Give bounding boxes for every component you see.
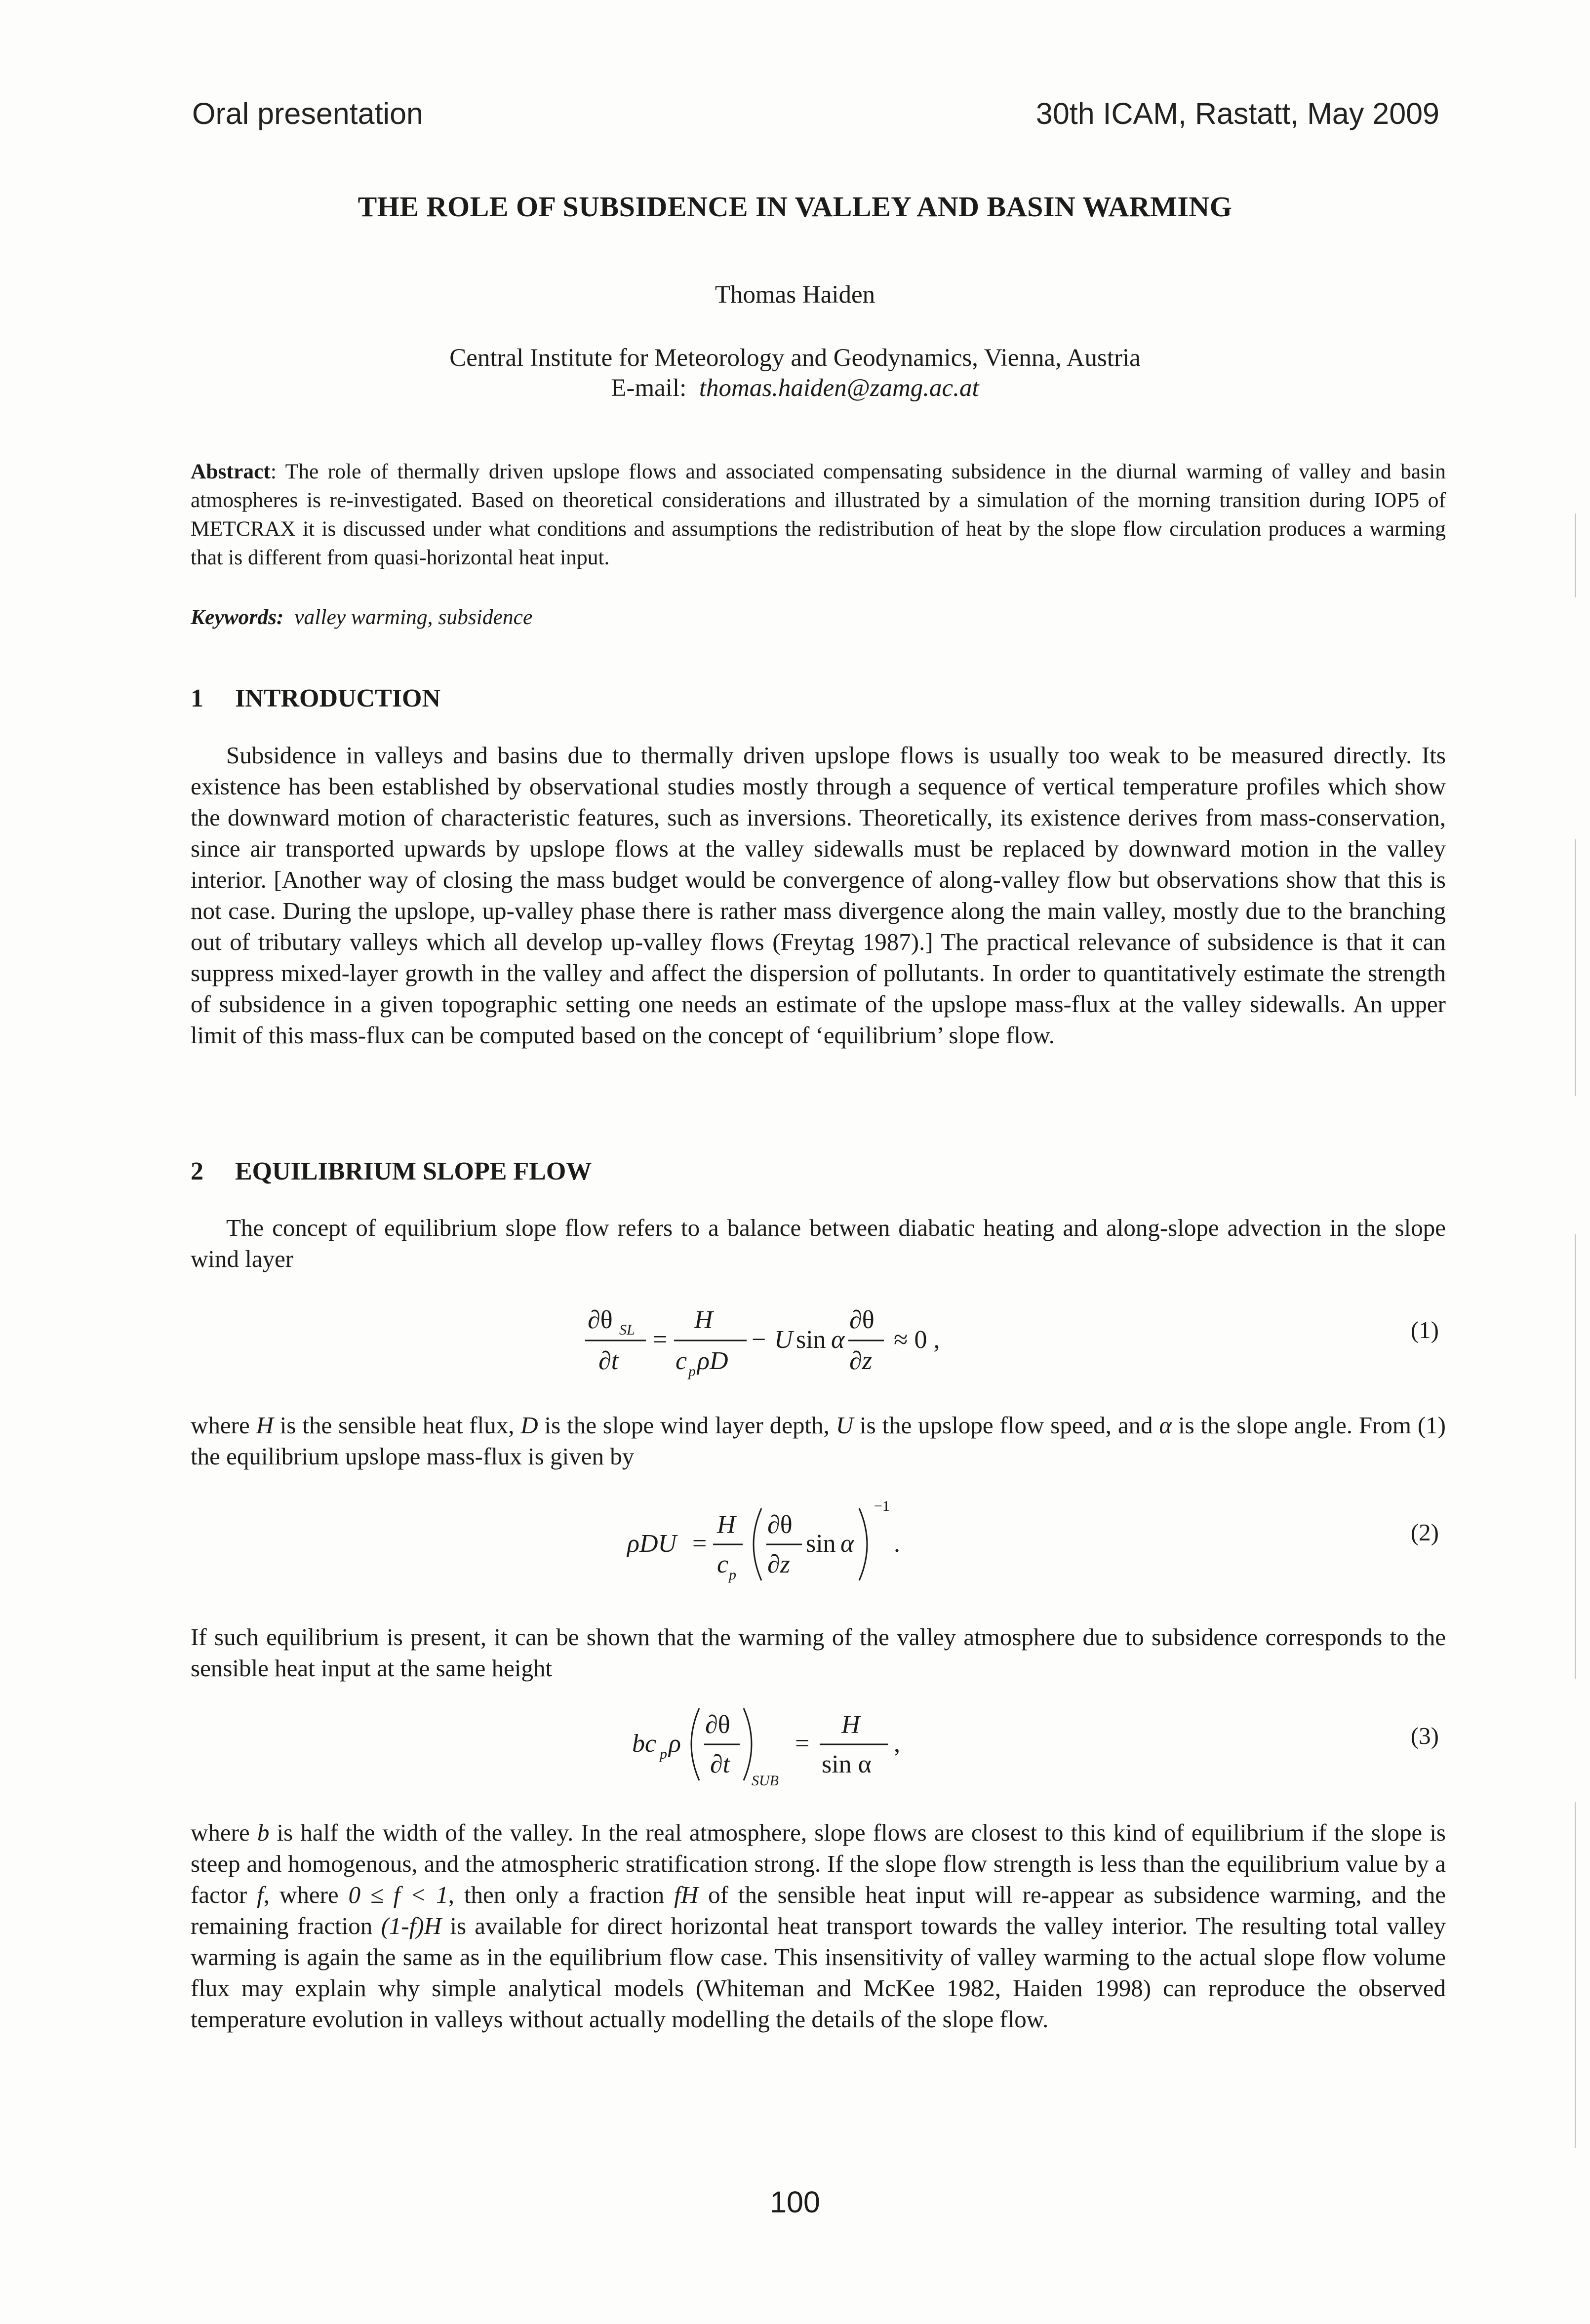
p4-var-b: b (257, 1819, 270, 1846)
p4-text-5: of the sensible heat input will re-appear as subsidence warming, and the remaining fraction (191, 1881, 1446, 1939)
scan-edge-mark (1575, 839, 1576, 1096)
header-left: Oral presentation (192, 97, 423, 130)
p2-text-3: is the slope wind layer depth, (538, 1412, 836, 1439)
p4-text-6: is available for direct horizontal heat transport towards the valley interior. The resulting total valley warming is again the same as in the equilibrium flow case. This insensitivity of valley warming to the actual slope flow volume flux may explain why simple analytical models (Whiteman and McKee 1982, Haiden 1998) can reproduce the observed temperature evolution in valleys without actually modelling the details of the slope flow. (191, 1912, 1446, 2033)
paper-title: THE ROLE OF SUBSIDENCE IN VALLEY AND BASIN WARMING (358, 191, 1232, 223)
p4-var-fh: fH (674, 1881, 699, 1908)
introduction-paragraph: Subsidence in valleys and basins due to thermally driven upslope flows is usually too weak to be measured directly. Its existence has been established by observational studies mostly through a sequence of vertical temperature profiles which show the downward motion of characteristic features, such as inversions. Theoretically, its existence derives from mass-conservation, since air transported upwards by upslope flows at the valley sidewalls must be replaced by downward motion in the valley interior. [Another way of closing the mass budget would be convergence of along-valley flow but observations show that this is not case. During the upslope, up-valley phase there is rather mass divergence along the main valley, mostly due to the branching out of tributary valleys which all develop up-valley flows (Freytag 1987).] The practical relevance of subsidence is that it can suppress mixed-layer growth in the valley and affect the dispersion of pollutants. In order to quantitatively estimate the strength of subsidence in a given topographic setting one needs an estimate of the upslope mass-flux at the valley sidewalls. An upper limit of this mass-flux can be computed based on the concept of ‘equilibrium’ slope flow. (191, 742, 1446, 1049)
equation-2 (578, 1494, 1022, 1597)
eq1-d-num: ∂θ (849, 1306, 874, 1334)
email-line (0, 374, 1590, 402)
keywords-label: Keywords: (191, 605, 284, 629)
p4-text-1: where (191, 1819, 257, 1846)
eq3-lhs-rho: ρ (669, 1730, 681, 1758)
section-1-title: INTRODUCTION (235, 684, 441, 712)
equation-3 (578, 1694, 1022, 1797)
eq2-sin: sin (806, 1530, 836, 1558)
section-2-paragraph-3: If such equilibrium is present, it can be shown that the warming of the valley atmosphere due to subsidence corresponds to the sensible heat input at the same height (191, 1623, 1446, 1682)
p2-var-u: U (835, 1412, 854, 1439)
p4-inequality: 0 ≤ f < 1 (348, 1881, 448, 1908)
p2-text-5: is the slope angle. From (1) the equilibrium upslope mass-flux is given by (191, 1412, 1446, 1470)
eq1-den-sub: p (688, 1363, 696, 1379)
eq1-sin: sin (796, 1326, 826, 1354)
p4-text-3: , where (263, 1881, 349, 1908)
p2-text-1: where (191, 1412, 256, 1439)
p2-text-2: is the sensible heat flux, (273, 1412, 521, 1439)
equation-2-number: (2) (1410, 1519, 1439, 1546)
section-2-paragraph-1: The concept of equilibrium slope flow refers to a balance between diabatic heating and along-slope advection in the slope wind layer (191, 1214, 1446, 1272)
eq3-sub: SUB (752, 1773, 779, 1789)
section-1-heading (191, 684, 440, 713)
eq2-equals: = (692, 1530, 707, 1558)
eq3-left-paren (691, 1708, 699, 1780)
eq2-left-paren (754, 1508, 761, 1580)
equation-3-number: (3) (1410, 1722, 1439, 1749)
scan-edge-mark (1575, 1802, 1576, 2148)
eq1-lhs-sub: SL (619, 1322, 635, 1338)
eq3-d-num: ∂θ (705, 1711, 730, 1739)
eq3-d-den: ∂t (710, 1750, 730, 1778)
eq1-lhs-den: ∂t (598, 1347, 619, 1375)
eq2-den-sub: p (729, 1567, 736, 1583)
scan-edge-mark (1575, 1234, 1576, 1679)
eq2-alpha: α (840, 1530, 854, 1558)
header-right: 30th ICAM, Rastatt, May 2009 (1035, 97, 1439, 130)
section-2-paragraph-4 (191, 1817, 1446, 2035)
abstract-text: : The role of thermally driven upslope flows and associated compensating subsidence in the diurnal warming of valley and basin atmospheres is re-investigated. Based on theoretical considerations and illustrated by a simulation of the morning transition during IOP5 of METCRAX it is discussed under what conditions and assumptions the redistribution of heat by the slope flow circulation produces a warming that is different from quasi-horizontal heat input. (191, 460, 1446, 569)
email-address: thomas.haiden@zamg.ac.at (699, 374, 979, 402)
eq2-d-num: ∂θ (767, 1511, 793, 1539)
page-number: 100 (770, 2185, 820, 2219)
scan-edge-mark (1575, 513, 1576, 597)
p4-var-remaining: (1-f)H (381, 1912, 442, 1939)
section-1-number: 1 (191, 684, 203, 712)
eq1-den-rest: ρD (697, 1347, 728, 1375)
eq3-equals: = (795, 1730, 810, 1758)
keywords-text: valley warming, subsidence (294, 605, 533, 629)
abstract-label: Abstract (191, 460, 271, 483)
eq3-right-paren (744, 1708, 752, 1780)
p4-text-4: , then only a fraction (448, 1881, 675, 1908)
eq1-frac-num: H (694, 1306, 713, 1334)
eq3-tail: , (894, 1730, 900, 1758)
section-2-number: 2 (191, 1157, 203, 1185)
p2-var-alpha: α (1159, 1412, 1172, 1439)
p2-text-4: is the upslope flow speed, and (853, 1412, 1159, 1439)
eq2-d-den: ∂z (767, 1550, 790, 1578)
eq3-frac-num: H (841, 1711, 860, 1739)
eq1-minus: − (752, 1326, 766, 1354)
eq1-lhs-num: ∂θ (588, 1306, 613, 1334)
eq1-u: U (774, 1326, 793, 1354)
equation-1 (578, 1291, 1022, 1395)
p2-var-d: D (520, 1412, 538, 1439)
equation-1-number: (1) (1410, 1316, 1439, 1343)
section-2-heading (191, 1157, 592, 1186)
author: Thomas Haiden (715, 281, 875, 309)
section-2-title: EQUILIBRIUM SLOPE FLOW (235, 1157, 592, 1185)
eq2-tail: . (894, 1530, 900, 1558)
eq1-den-c: c (676, 1347, 687, 1375)
eq3-frac-den: sin α (822, 1750, 872, 1778)
section-2-paragraph-2 (191, 1410, 1446, 1472)
email-label: E-mail: (611, 374, 687, 402)
eq1-tail: ≈ 0 , (894, 1326, 940, 1354)
eq2-den-c: c (717, 1550, 729, 1578)
p4-var-f: f (257, 1881, 264, 1908)
p4-text-2: is half the width of the valley. In the real atmosphere, slope flows are closest to this kind of equilibrium if the slope is steep and homogenous, and the atmospheric stratification strong. If the slope flow strength is less than the equilibrium value by a factor (191, 1819, 1446, 1908)
p2-var-h: H (256, 1412, 274, 1439)
eq2-exp: −1 (874, 1498, 890, 1514)
abstract (191, 457, 1446, 572)
eq2-frac-num: H (717, 1511, 736, 1539)
eq3-lhs-sub: p (660, 1746, 667, 1762)
eq2-right-paren (859, 1508, 867, 1580)
keywords (191, 605, 532, 630)
eq1-alpha: α (831, 1326, 845, 1354)
eq1-equals: = (653, 1326, 668, 1354)
affiliation: Central Institute for Meteorology and Geodynamics, Vienna, Austria (449, 344, 1141, 372)
eq1-d-den: ∂z (849, 1347, 872, 1375)
eq3-lhs-b: bc (632, 1730, 657, 1758)
eq2-lhs: ρDU (627, 1530, 677, 1558)
